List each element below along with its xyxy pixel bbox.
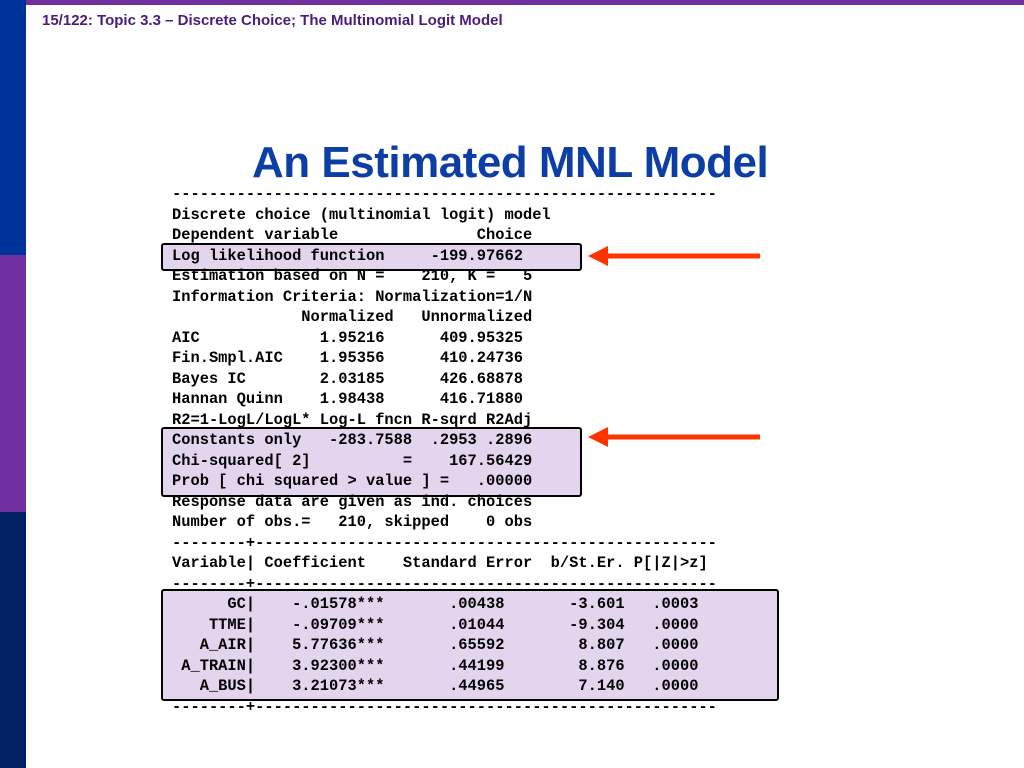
slide-header: 15/122: Topic 3.3 – Discrete Choice; The Multinomial Logit Model <box>42 12 503 29</box>
side-color-bar <box>0 0 26 768</box>
side-bar-segment-blue <box>0 0 26 255</box>
output-line: R2=1-LogL/LogL* Log-L fncn R-sqrd R2Adj <box>172 410 533 429</box>
slide-title: An Estimated MNL Model <box>252 138 769 187</box>
output-line: A_AIR| 5.77636*** .65592 8.807 .0000 <box>172 636 699 654</box>
output-line: --------+-------------------------------------------------- <box>172 574 717 593</box>
output-line: Fin.Smpl.AIC 1.95356 410.24736 <box>172 349 523 367</box>
output-line: Number of obs.= 210, skipped 0 obs <box>172 513 533 531</box>
output-line: Estimation based on N = 210, K = 5 <box>172 267 533 285</box>
output-line: Information Criteria: Normalization=1/N <box>172 287 533 306</box>
output-line: Chi-squared[ 2] = 167.56429 <box>172 451 533 470</box>
output-line: --------+-------------------------------------------------- <box>172 533 717 552</box>
output-line: --------+-------------------------------------------------- <box>172 697 717 716</box>
output-line: A_TRAIN| 3.92300*** .44199 8.876 .0000 <box>172 656 699 675</box>
output-line: GC| -.01578*** .00438 -3.601 .0003 <box>172 595 699 613</box>
output-line: Normalized Unnormalized <box>172 308 533 326</box>
model-output <box>172 184 717 717</box>
side-bar-segment-purple <box>0 255 26 512</box>
output-line: Constants only -283.7588 .2953 .2896 <box>172 431 533 449</box>
output-line: Response data are given as ind. choices <box>172 492 533 511</box>
output-line: Variable| Coefficient Standard Error b/St.Er. P[|Z|>z] <box>172 554 708 572</box>
output-line: Bayes IC 2.03185 426.68878 <box>172 369 523 388</box>
output-line: TTME| -.09709*** .01044 -9.304 .0000 <box>172 615 699 634</box>
top-rule <box>0 0 1024 5</box>
output-line: Hannan Quinn 1.98438 416.71880 <box>172 390 523 408</box>
output-line: A_BUS| 3.21073*** .44965 7.140 .0000 <box>172 677 699 695</box>
output-line: ----------------------------------------------------------- <box>172 185 717 203</box>
output-line: Dependent variable Choice <box>172 226 533 244</box>
output-line: AIC 1.95216 409.95325 <box>172 328 523 347</box>
output-line: Log likelihood function -199.97662 <box>172 246 523 265</box>
side-bar-segment-navy <box>0 512 26 768</box>
output-line: Discrete choice (multinomial logit) model <box>172 205 551 224</box>
output-line: Prob [ chi squared > value ] = .00000 <box>172 472 533 490</box>
